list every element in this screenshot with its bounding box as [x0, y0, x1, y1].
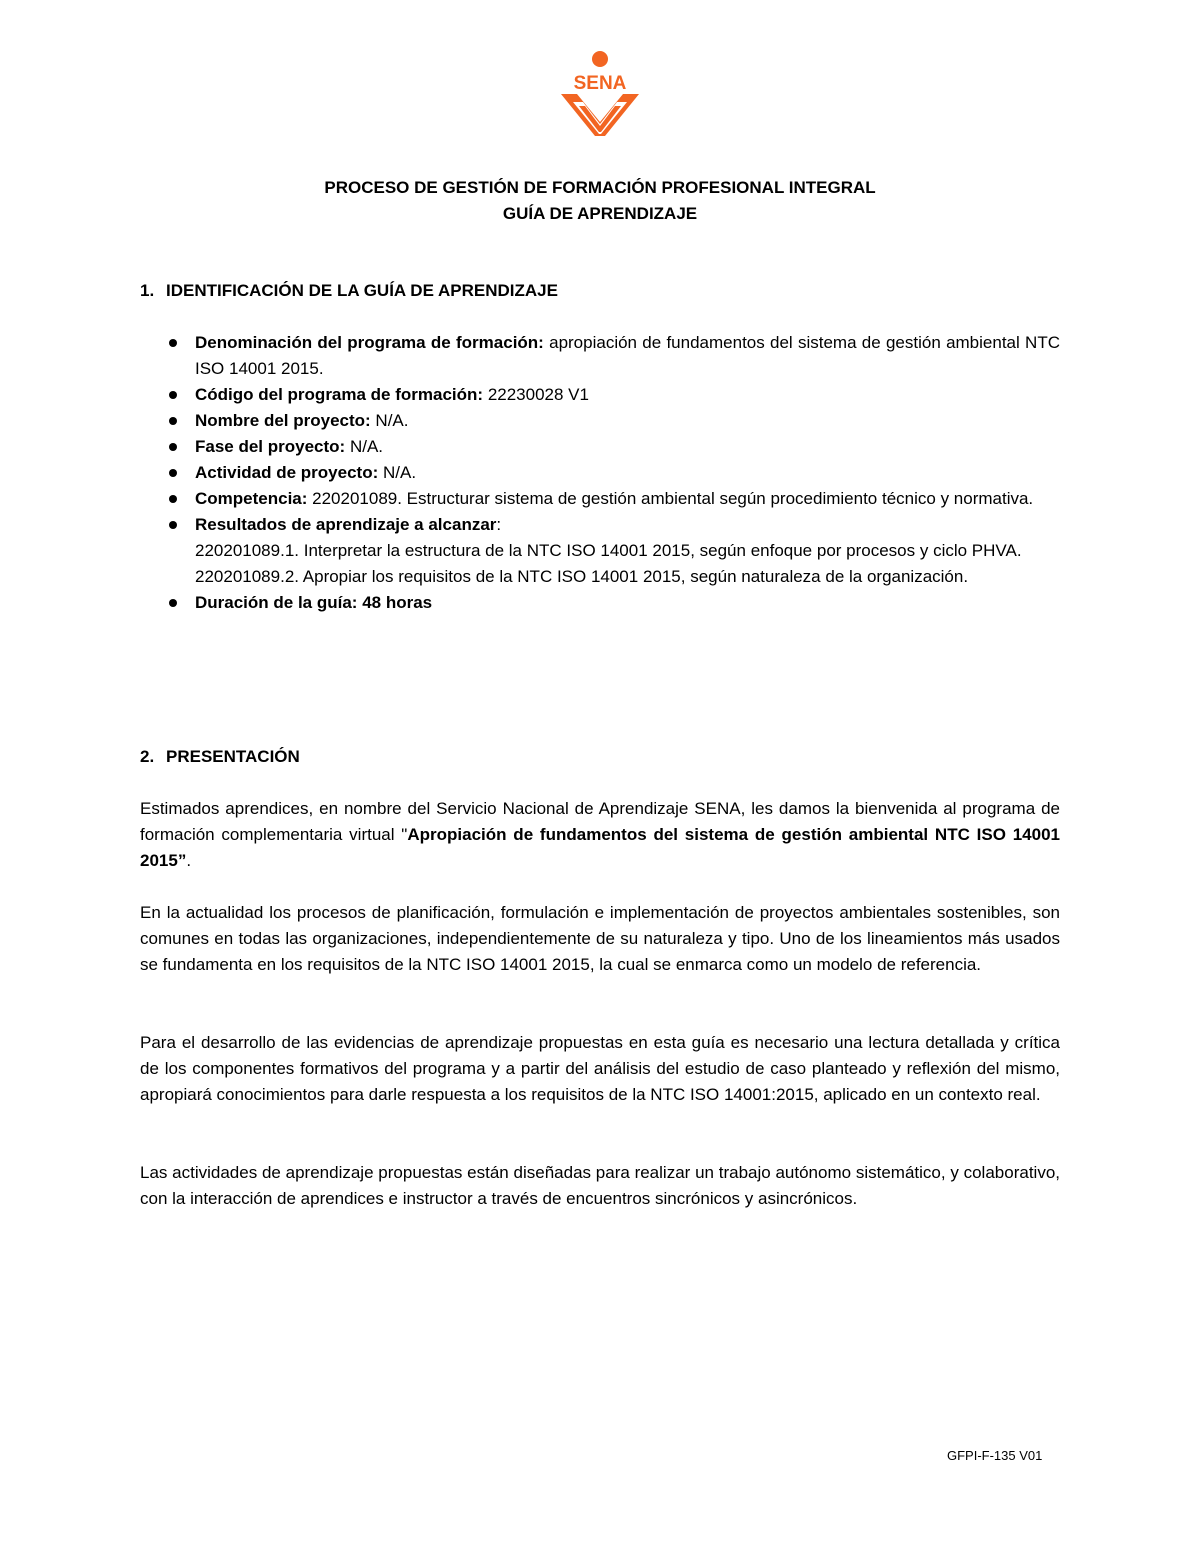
item-value: 22230028 V1: [483, 385, 589, 404]
section-1-heading: [140, 278, 558, 304]
presentation-paragraph-1: [140, 796, 1060, 874]
p1-bold: Apropiación de fundamentos del sistema de gestión ambiental NTC ISO 14001 2015”: [140, 825, 1060, 870]
item-label: Competencia:: [195, 489, 308, 508]
p1-end: .: [186, 851, 192, 870]
bullet-icon: [169, 495, 177, 503]
section-2-title: PRESENTACIÓN: [166, 747, 300, 766]
item-label: Denominación del programa de formación:: [195, 333, 544, 352]
item-value: 220201089. Estructurar sistema de gestión ambiental según procedimiento técnico y normativa.: [307, 489, 1034, 508]
list-item: [140, 512, 1060, 590]
item-value: N/A.: [370, 411, 409, 430]
item-label: Resultados de aprendizaje a alcanzar: [195, 515, 497, 534]
list-item: [140, 460, 1060, 486]
list-item: [140, 382, 1060, 408]
item-label: Fase del proyecto:: [195, 437, 346, 456]
section-2-number: 2.: [140, 747, 155, 766]
bullet-icon: [169, 339, 177, 347]
item-value: N/A.: [378, 463, 417, 482]
sena-logo: [555, 50, 645, 140]
item-label: Duración de la guía: 48 horas: [195, 593, 433, 612]
section-1-title: IDENTIFICACIÓN DE LA GUÍA DE APRENDIZAJE: [166, 281, 558, 300]
list-item: [140, 486, 1060, 512]
p1-start: Estimados aprendices, en nombre del Servicio Nacional de Aprendizaje SENA, les damos la bienvenida al programa de formación complementaria virtual ": [140, 799, 1060, 844]
sena-logo-text: SENA: [573, 73, 627, 94]
list-item: [140, 408, 1060, 434]
item-label: Actividad de proyecto:: [195, 463, 379, 482]
item-label: Código del programa de formación:: [195, 385, 484, 404]
list-item: [140, 330, 1060, 382]
document-title: [0, 175, 1200, 227]
item-value: N/A.: [345, 437, 384, 456]
list-item: [140, 590, 1060, 616]
item-value: :: [496, 515, 502, 534]
presentation-paragraph-3: Para el desarrollo de las evidencias de aprendizaje propuestas en esta guía es necesario una lectura detallada y crítica de los componentes formativos del programa y a partir del análisis del estudio de caso planteado y reflexión del mismo, apropiará conocimientos para darle respuesta a los requisitos de la NTC ISO 14001:2015, aplicado en un contexto real.: [140, 1033, 1060, 1104]
bullet-icon: [169, 417, 177, 425]
bullet-icon: [169, 443, 177, 451]
title-line-2: GUÍA DE APRENDIZAJE: [502, 204, 698, 223]
identification-list: [140, 330, 1060, 616]
form-code-footer: GFPI-F-135 V01: [947, 1448, 1043, 1463]
list-item: [140, 434, 1060, 460]
learning-result-2: 220201089.2. Apropiar los requisitos de la NTC ISO 14001 2015, según naturaleza de la organización.: [195, 567, 969, 586]
presentation-paragraph-2: En la actualidad los procesos de planificación, formulación e implementación de proyectos ambientales sostenibles, son comunes en todas las organizaciones, independientemente de su naturaleza y tipo. Uno de los lineamientos más usados se fundamenta en los requisitos de la NTC ISO 14001 2015, la cual se enmarca como un modelo de referencia.: [140, 903, 1060, 974]
presentation-paragraph-4: Las actividades de aprendizaje propuestas están diseñadas para realizar un trabajo autónomo sistemático, y colaborativo, con la interacción de aprendices e instructor a través de encuentros sincrónicos y asincrónicos.: [140, 1163, 1060, 1208]
section-2-heading: [140, 744, 300, 770]
bullet-icon: [169, 391, 177, 399]
item-label: Nombre del proyecto:: [195, 411, 371, 430]
learning-result-1: 220201089.1. Interpretar la estructura de la NTC ISO 14001 2015, según enfoque por procesos y ciclo PHVA.: [195, 541, 1022, 560]
bullet-icon: [169, 469, 177, 477]
section-1-number: 1.: [140, 281, 155, 300]
bullet-icon: [169, 599, 177, 607]
title-line-1: PROCESO DE GESTIÓN DE FORMACIÓN PROFESIONAL INTEGRAL: [324, 178, 876, 197]
item-value: apropiación de fundamentos del sistema de gestión ambiental NTC ISO 14001 2015.: [195, 333, 1060, 378]
bullet-icon: [169, 521, 177, 529]
